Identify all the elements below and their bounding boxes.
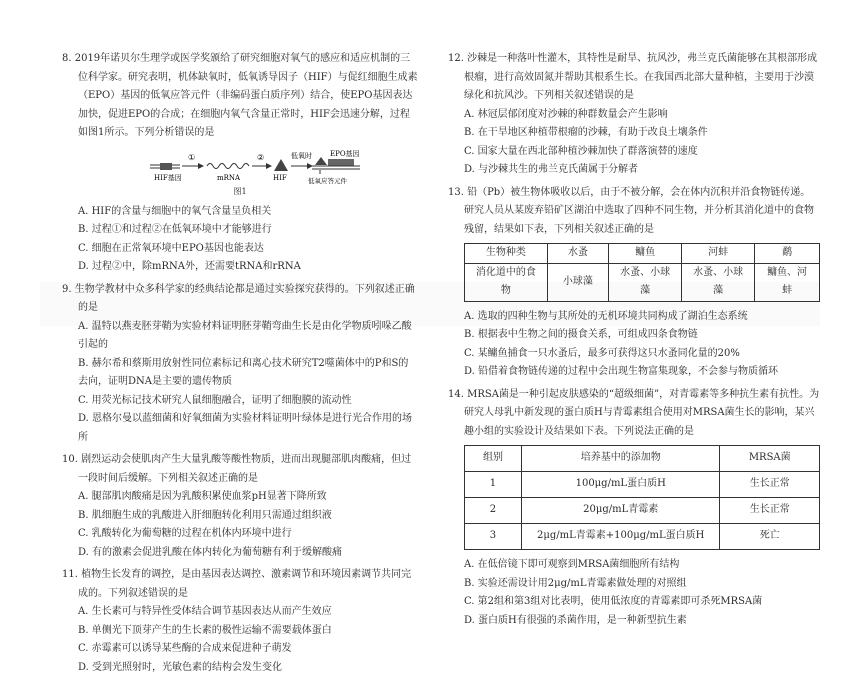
response-element-label: 低氧应答元件: [308, 176, 347, 185]
table-cell: 20μg/mL青霉素: [521, 498, 720, 524]
question-11-option-d: D. 受到光照射时，光敏色素的结构会发生变化: [78, 661, 283, 673]
mrna-strand: [207, 163, 249, 168]
question-14-stem: 14. MRSA菌是一种引起皮肤感染的“超级细菌”，对青霉素等多种抗生素有抗性。为研究人母乳中新发现的蛋白质H与青霉素组合使用对MRSA菌生长的影响，某兴趣小组的实验设计及结果如下表。下列说法正确的是: [448, 388, 820, 437]
question-13-stem: 13. 铅（Pb）被生物体吸收以后，由于不被分解，会在体内沉积并沿食物链传递。研究人员从某废弃铅矿区湖泊中选取了四种不同生物，并分析其消化道中的食物残留，结果如下表，下列相关叙述正确的是: [448, 186, 814, 235]
question-8-option-b: B. 过程①和过程②在低氧环境中才能够进行: [78, 224, 272, 235]
low-oxygen-label: 低氧时: [291, 151, 312, 160]
question-13-option-c: C. 某鳙鱼捕食一只水蚤后，最多可获得这只水蚤同化量的20%: [464, 347, 740, 359]
table-header-cell: 组别: [465, 446, 522, 472]
question-10: [62, 451, 418, 562]
question-11-option-c: C. 赤霉素可以诱导某些酶的合成来促进种子萌发: [78, 643, 292, 654]
question-9-option-c: C. 用荧光标记技术研究人鼠细胞融合，证明了细胞膜的流动性: [78, 394, 352, 406]
table-cell: 消化道中的食物: [465, 263, 548, 301]
table-cell: 死亡: [720, 524, 820, 550]
mrna-label: mRNA: [217, 173, 241, 182]
question-11-stem: 11. 植物生长发育的调控，是由基因表达调控、激素调节和环境因素调节共同完成的。下列叙述错误的是: [62, 569, 412, 599]
table-cell: 水蚤、小球藻: [682, 263, 755, 301]
table-row: [465, 498, 820, 524]
question-8-stem: 8. 2019年诺贝尔生理学或医学奖颁给了研究细胞对氧气的感应和适应机制的三位科学家。研究表明，机体缺氧时，低氧诱导因子（HIF）与促红细胞生成素（EPO）基因的低氧应答元件（非编码蛋白质序列）结合，使EPO基因表达加快，促进EPO的合成；在细胞内氧气含量正常时，HIF会迅速分解，过程如图1所示。下列分析错误的是: [62, 53, 418, 138]
table-cell: 水蚤、小球藻: [609, 263, 682, 301]
table-header-cell: 鹬: [755, 244, 820, 264]
question-14-option-d: D. 蛋白质H有很强的杀菌作用，是一种新型抗生素: [464, 614, 687, 626]
table-cell: 2μg/mL青霉素+100μg/mL蛋白质H: [521, 524, 720, 550]
table-cell: 100μg/mL蛋白质H: [521, 472, 720, 498]
step-1-label: ①: [188, 152, 196, 162]
question-11-option-b: B. 单侧光下顶芽产生的生长素的极性运输不需要载体蛋白: [78, 624, 332, 636]
question-10-option-d: D. 有的激素会促进乳酸在体内转化为葡萄糖有利于缓解酸痛: [78, 546, 343, 558]
question-12-stem: 12. 沙棘是一种落叶性灌木，其特性是耐旱、抗风沙，弗兰克氏菌能够在其根部形成根瘤，进行高效固氮并帮助其根系生长。在我国西北部大量种植，主要用于沙漠绿化和抗风沙。下列相关叙述错误的是: [448, 53, 818, 101]
question-13-table: [464, 243, 820, 302]
question-14-option-b: B. 实验还需设计用2μg/mL青霉素做处理的对照组: [464, 577, 687, 589]
question-13-option-d: D. 铅借着食物链传递的过程中会出现生物富集现象，不会参与物质循环: [464, 366, 779, 377]
table-cell: 1: [465, 472, 522, 498]
table-header-cell: 生物种类: [465, 244, 548, 264]
figure-1-diagram: [62, 145, 418, 187]
epo-gene-label: EPO基因: [330, 149, 360, 158]
table-cell: 生长正常: [720, 498, 820, 524]
table-header-row: [465, 244, 820, 264]
question-8-option-c: C. 细胞在正常氧环境中EPO基因也能表达: [78, 242, 264, 254]
question-8-option-d: D. 过程②中，除mRNA外，还需要tRNA和rRNA: [78, 261, 301, 272]
table-header-row: [465, 446, 820, 472]
table-cell: 鳙鱼、河蚌: [755, 263, 820, 301]
question-13-option-a: A. 选取的四种生物与其所处的无机环境共同构成了湖泊生态系统: [464, 310, 748, 322]
question-13-option-b: B. 根据表中生物之间的摄食关系，可组成四条食物链: [464, 329, 698, 340]
table-header-cell: MRSA菌: [720, 446, 820, 472]
step-2-label: ②: [257, 152, 265, 162]
question-14: [448, 386, 820, 631]
question-12-option-d: D. 与沙棘共生的弗兰克氏菌属于分解者: [464, 164, 639, 175]
table-header-cell: 河蚌: [682, 244, 755, 264]
question-11-option-a: A. 生长素可与特异性受体结合调节基因表达从而产生效应: [78, 606, 332, 617]
question-10-stem: 10. 剧烈运动会使肌肉产生大量乳酸等酸性物质，进而出现腿部肌肉酸痛，但过一段时间后缓解。下列相关叙述正确的是: [62, 454, 412, 484]
question-13: [448, 184, 820, 382]
question-10-option-c: C. 乳酸转化为葡萄糖的过程在机体内环境中进行: [78, 528, 292, 539]
table-header-cell: 水蚤: [547, 244, 608, 264]
left-column: [62, 50, 418, 681]
question-12: [448, 50, 820, 180]
question-14-option-c: C. 第2组和第3组对比表明，使用低浓度的青霉素即可杀死MRSA菌: [464, 596, 763, 607]
table-row: [465, 263, 820, 301]
question-9-stem: 9. 生物学教材中众多科学家的经典结论都是通过实验探究获得的。下列叙述正确的是: [62, 283, 415, 313]
question-11: [62, 566, 418, 677]
question-12-option-a: A. 林冠层郁闭度对沙棘的种群数量会产生影响: [464, 108, 668, 120]
table-row: [465, 472, 820, 498]
table-cell: 小球藻: [547, 263, 608, 301]
hif-label: HIF: [273, 173, 287, 182]
table-cell: 生长正常: [720, 472, 820, 498]
table-row: [465, 524, 820, 550]
question-12-option-b: B. 在干旱地区种植带根瘤的沙棘，有助于改良土壤条件: [464, 127, 708, 138]
question-10-option-a: A. 腿部肌肉酸痛是因为乳酸积累使血浆pH显著下降所致: [78, 491, 327, 502]
hif-gene-block: [160, 163, 172, 170]
question-12-option-c: C. 国家大量在西北部种植沙棘加快了群落演替的速度: [464, 145, 698, 157]
table-cell: 3: [465, 524, 522, 550]
question-9-option-b: B. 赫尔希和蔡斯用放射性同位素标记和离心技术研究T2噬菌体中的P和S的去向，证明DNA是主要的遗传物质: [78, 357, 409, 387]
figure-1: [62, 145, 418, 187]
question-9: [62, 281, 418, 448]
hif-gene-label: HIF基因: [154, 173, 182, 182]
question-9-option-a: A. 温特以燕麦胚芽鞘为实验材料证明胚芽鞘弯曲生长是由化学物质吲哚乙酸引起的: [78, 320, 412, 350]
figure-1-caption: 图1: [233, 186, 247, 196]
right-column: [448, 50, 820, 634]
table-header-cell: 鳙鱼: [609, 244, 682, 264]
question-8: [62, 50, 418, 277]
question-14-option-a: A. 在低倍镜下即可观察到MRSA菌细胞所有结构: [464, 559, 680, 570]
question-9-option-d: D. 恩格尔曼以蓝细菌和好氧细菌为实验材料证明叶绿体是进行光合作用的场所: [78, 413, 413, 443]
table-header-cell: 培养基中的添加物: [521, 446, 720, 472]
question-10-option-b: B. 肌细胞生成的乳酸进入肝细胞转化利用只需通过组织液: [78, 509, 332, 521]
question-14-table: [464, 445, 820, 550]
epo-gene-block: [328, 159, 354, 166]
table-cell: 2: [465, 498, 522, 524]
question-8-option-a: A. HIF的含量与细胞中的氧气含量呈负相关: [78, 205, 272, 217]
hif-protein-shape: [274, 159, 288, 171]
